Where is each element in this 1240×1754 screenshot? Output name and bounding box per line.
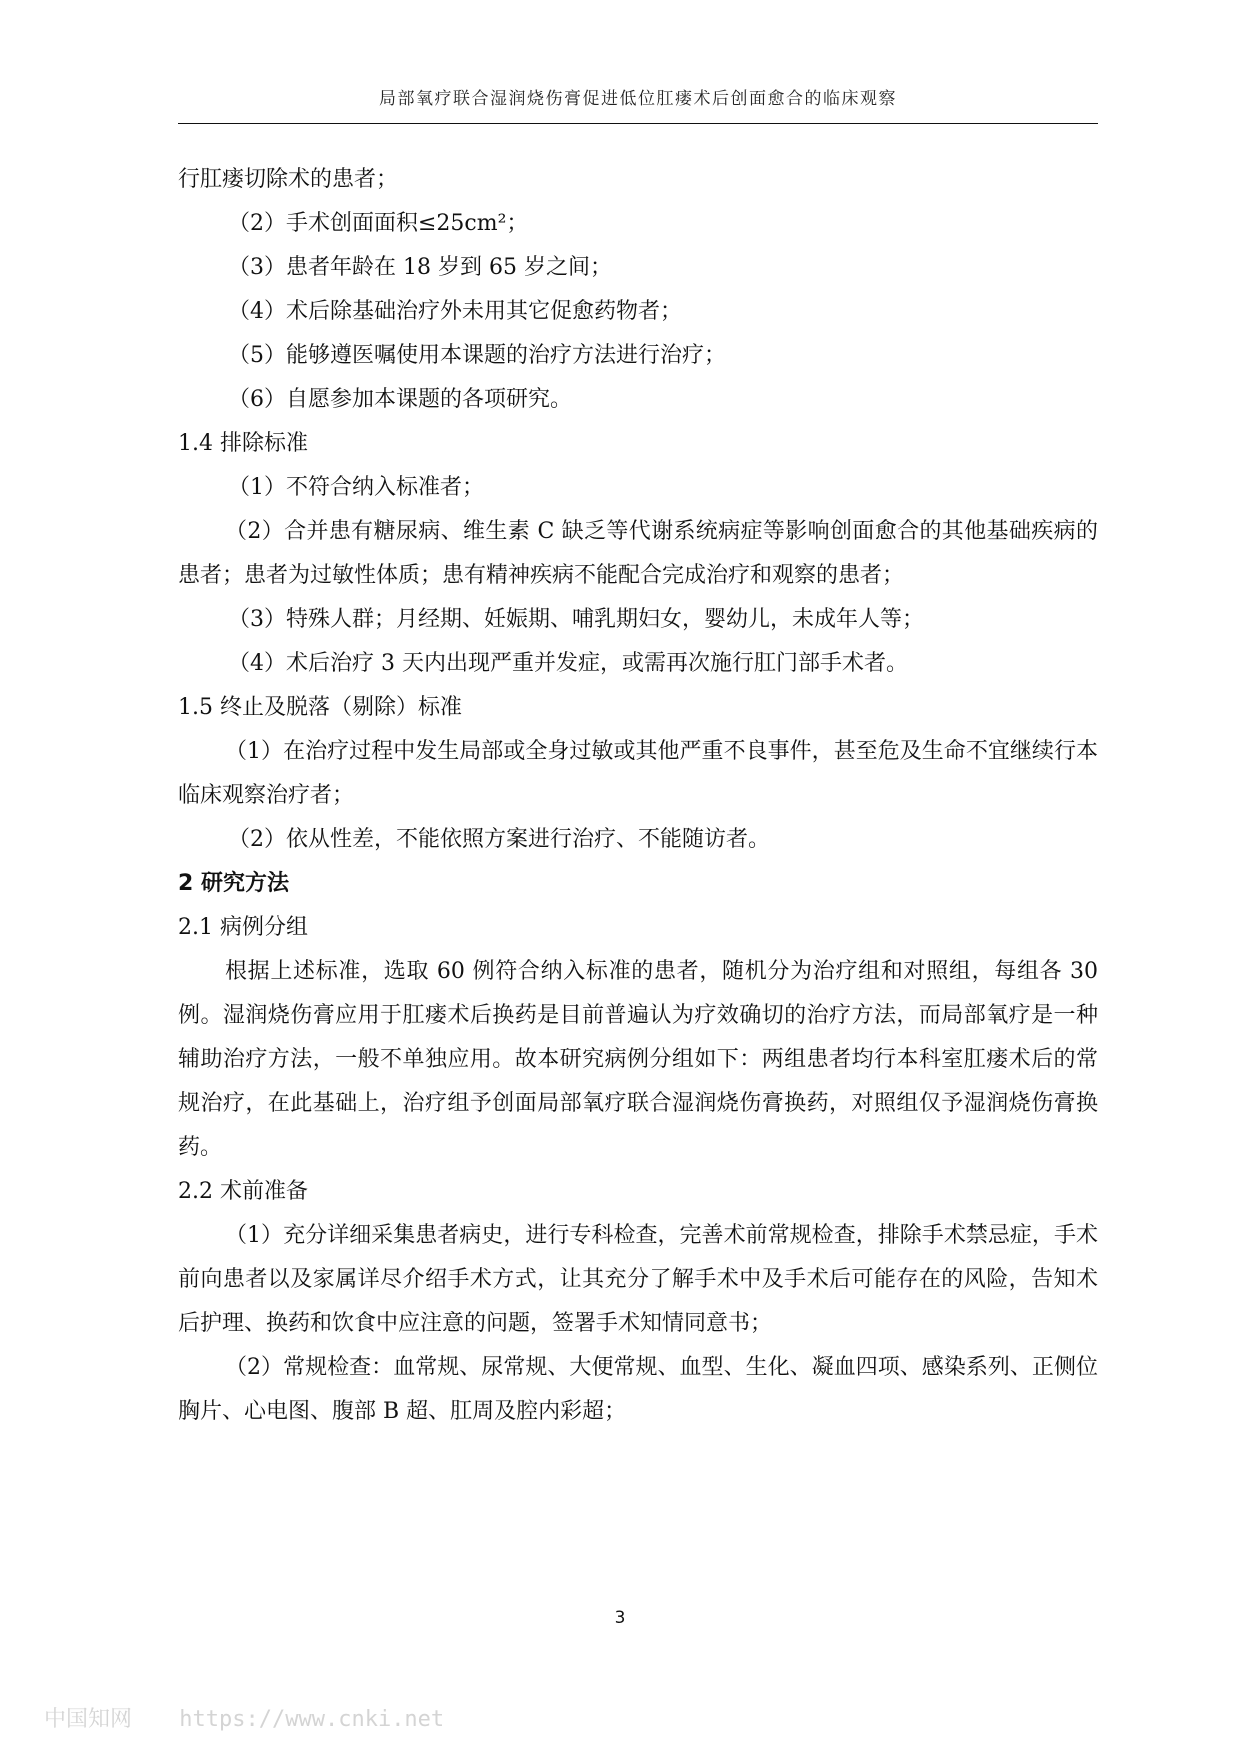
chapter-heading-2: 2 研究方法 [178, 871, 289, 896]
criteria-item-6: （6）自愿参加本课题的各项研究。 [228, 387, 572, 412]
criteria-item-5: （5）能够遵医嘱使用本课题的治疗方法进行治疗； [228, 343, 726, 368]
preop-item-2: （2）常规检查：血常规、尿常规、大便常规、血型、生化、凝血四项、感染系列、正侧位胸片、心电图、腹部 B 超、肛周及腔内彩超； [178, 1355, 1098, 1424]
running-header: 局部氧疗联合湿润烧伤膏促进低位肛瘘术后创面愈合的临床观察 [379, 89, 897, 109]
watermark [44, 1702, 444, 1733]
preop-item-1: （1）充分详细采集患者病史，进行专科检查，完善术前常规检查，排除手术禁忌症，手术前向患者以及家属详尽介绍手术方式，让其充分了解手术中及手术后可能存在的风险，告知术后护理、换药和饮食中应注意的问题，签署手术知情同意书； [178, 1223, 1098, 1336]
criteria-item-2: （2）手术创面面积≤25cm²； [228, 211, 529, 236]
paragraph-continuation: 行肛瘘切除术的患者； [178, 167, 399, 192]
exclusion-item-4: （4）术后治疗 3 天内出现严重并发症，或需再次施行肛门部手术者。 [228, 651, 908, 676]
criteria-item-4: （4）术后除基础治疗外未用其它促愈药物者； [228, 299, 682, 324]
grouping-paragraph: 根据上述标准，选取 60 例符合纳入标准的患者，随机分为治疗组和对照组，每组各 30 例。湿润烧伤膏应用于肛瘘术后换药是目前普遍认为疗效确切的治疗方法，而局部氧疗是一种辅助治疗方法，一般不单独应用。故本研究病例分组如下：两组患者均行本科室肛瘘术后的常规治疗，在此基础上，治疗组予创面局部氧疗联合湿润烧伤膏换药，对照组仅予湿润烧伤膏换药。 [178, 959, 1098, 1160]
termination-item-1: （1）在治疗过程中发生局部或全身过敏或其他严重不良事件，甚至危及生命不宜继续行本临床观察治疗者； [178, 739, 1098, 808]
termination-item-2: （2）依从性差，不能依照方案进行治疗、不能随访者。 [228, 827, 770, 852]
exclusion-item-2: （2）合并患有糖尿病、维生素 C 缺乏等代谢系统病症等影响创面愈合的其他基础疾病的患者；患者为过敏性体质；患有精神疾病不能配合完成治疗和观察的患者； [178, 519, 1098, 588]
section-heading-1-4: 1.4 排除标准 [178, 431, 308, 456]
section-heading-1-5: 1.5 终止及脱落（剔除）标准 [178, 695, 462, 720]
header-divider [178, 123, 1098, 124]
page-number: 3 [614, 1608, 626, 1628]
exclusion-item-1: （1）不符合纳入标准者； [228, 475, 484, 500]
exclusion-item-3: （3）特殊人群；月经期、妊娠期、哺乳期妇女，婴幼儿，未成年人等； [228, 607, 924, 632]
watermark-brand: 中国知网 [44, 1707, 133, 1732]
section-heading-2-1: 2.1 病例分组 [178, 915, 308, 940]
document-body [178, 158, 1098, 1434]
watermark-url[interactable]: https://www.cnki.net [179, 1707, 445, 1732]
section-heading-2-2: 2.2 术前准备 [178, 1179, 308, 1204]
criteria-item-3: （3）患者年龄在 18 岁到 65 岁之间； [228, 255, 612, 280]
